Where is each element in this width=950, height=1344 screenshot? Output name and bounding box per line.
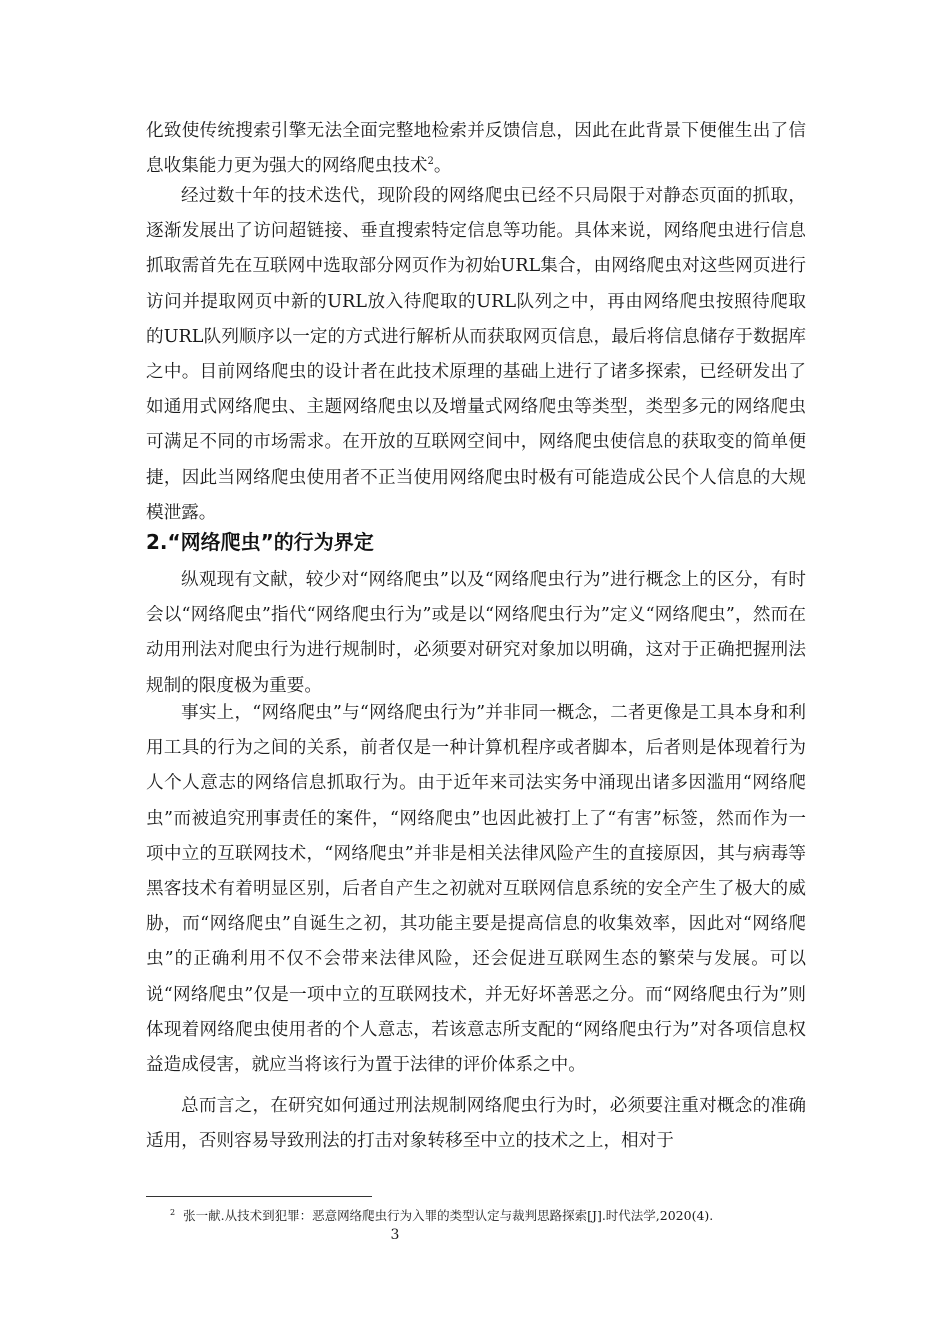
- section-heading: 2.“网络爬虫”的行为界定: [146, 530, 374, 554]
- paragraph-2: 经过数十年的技术迭代，现阶段的网络爬虫已经不只局限于对静态页面的抓取，逐渐发展出了访问超链接、垂直搜索特定信息等功能。具体来说，网络爬虫进行信息抓取需首先在互联网中选取部分网页作为初始URL集合，由网络爬虫对这些网页进行访问并提取网页中新的URL放入待爬取的URL队列之中，再由网络爬虫按照待爬取的URL队列顺序以一定的方式进行解析从而获取网页信息，最后将信息储存于数据库之中。目前网络爬虫的设计者在此技术原理的基础上进行了诸多探索，已经研发出了如通用式网络爬虫、主题网络爬虫以及增量式网络爬虫等类型，类型多元的网络爬虫可满足不同的市场需求。在开放的互联网空间中，网络爬虫使信息的获取变的简单便捷，因此当网络爬虫使用者不正当使用网络爬虫时极有可能造成公民个人信息的大规模泄露。: [146, 186, 806, 523]
- footnote-divider: [146, 1196, 372, 1197]
- footnote-text: 张一献.从技术到犯罪：恶意网络爬虫行为入罪的类型认定与裁判思路探索[J].时代法学,2020(4).: [183, 1208, 714, 1223]
- footnote-mark: 2: [170, 1207, 176, 1217]
- paragraph-4: 事实上，“网络爬虫”与“网络爬虫行为”并非同一概念，二者更像是工具本身和利用工具的行为之间的关系，前者仅是一种计算机程序或者脚本，后者则是体现着行为人个人意志的网络信息抓取行为。由于近年来司法实务中涌现出诸多因滥用“网络爬虫”而被追究刑事责任的案件，“网络爬虫”也因此被打上了“有害”标签，然而作为一项中立的互联网技术，“网络爬虫”并非是相关法律风险产生的直接原因，其与病毒等黑客技术有着明显区别，后者自产生之初就对互联网信息系统的安全产生了极大的威胁，而“网络爬虫”自诞生之初，其功能主要是提高信息的收集效率，因此对“网络爬虫”的正确利用不仅不会带来法律风险，还会促进互联网生态的繁荣与发展。可以说“网络爬虫”仅是一项中立的互联网技术，并无好坏善恶之分。而“网络爬虫行为”则体现着网络爬虫使用者的个人意志，若该意志所支配的“网络爬虫行为”对各项信息权益造成侵害，就应当将该行为置于法律的评价体系之中。: [146, 703, 806, 1076]
- paragraph-5: 总而言之，在研究如何通过刑法规制网络爬虫行为时，必须要注重对概念的准确适用，否则容易导致刑法的打击对象转移至中立的技术之上，相对于: [146, 1096, 806, 1152]
- footnote: [170, 1207, 810, 1225]
- paragraph-1-end: 。: [433, 156, 452, 177]
- page-number: 3: [390, 1227, 400, 1243]
- footnote-reference[interactable]: 2: [427, 156, 434, 168]
- paragraph-1-text: 化致使传统搜索引擎无法全面完整地检索并反馈信息，因此在此背景下便催生出了信息收集能力更为强大的网络爬虫技术: [146, 121, 806, 177]
- paragraph-3: 纵观现有文献，较少对“网络爬虫”以及“网络爬虫行为”进行概念上的区分，有时会以“网络爬虫”指代“网络爬虫行为”或是以“网络爬虫行为”定义“网络爬虫”，然而在动用刑法对爬虫行为进行规制时，必须要对研究对象加以明确，这对于正确把握刑法规制的限度极为重要。: [146, 570, 806, 696]
- paragraph-1: [146, 114, 806, 184]
